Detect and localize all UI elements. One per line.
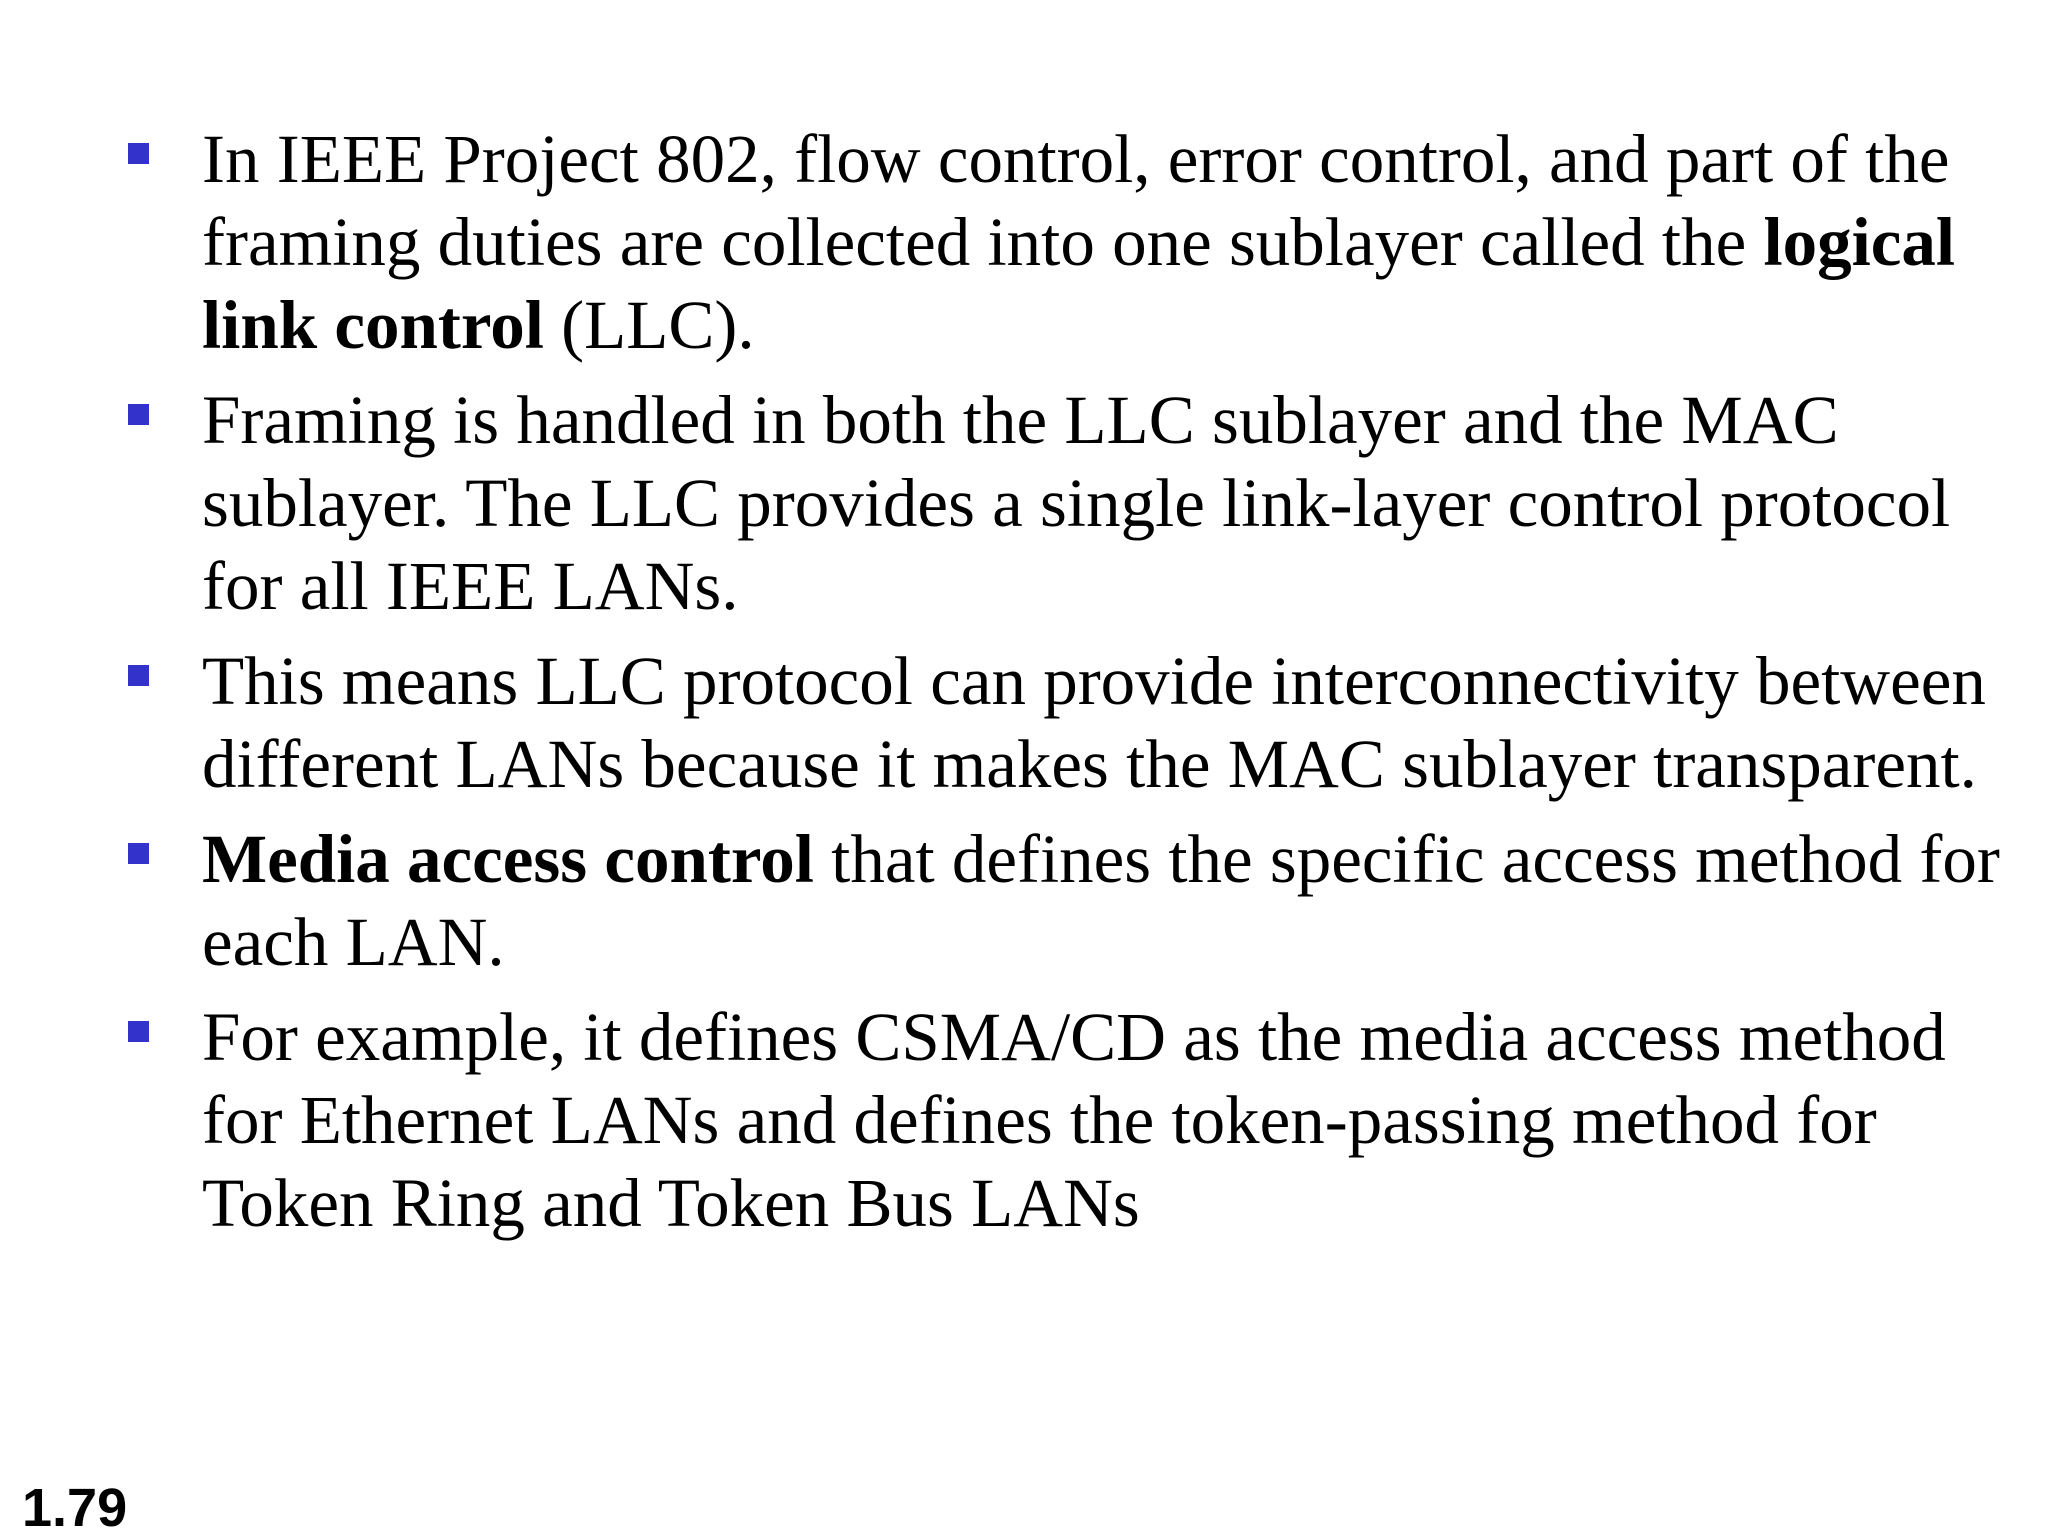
square-bullet-icon xyxy=(128,843,149,864)
bullet-text-plain: Framing is handled in both the LLC sublayer and the MAC sublayer. The LLC provides a single link-layer control protocol for all IEEE LANs. xyxy=(202,382,1951,624)
bullet-item-2 xyxy=(0,379,2048,628)
bullet-text-bold: logical link control xyxy=(202,204,1956,363)
square-bullet-icon xyxy=(128,143,149,164)
bullet-text xyxy=(202,643,1986,802)
bullet-text-plain: that defines the specific access method for each LAN. xyxy=(202,821,2000,980)
square-bullet-icon xyxy=(128,1021,149,1042)
bullet-text xyxy=(202,999,1946,1241)
bullet-item-5 xyxy=(0,996,2048,1245)
bullet-text-bold: Media access control xyxy=(202,821,814,897)
square-bullet-icon xyxy=(128,665,149,686)
bullet-text-plain: For example, it defines CSMA/CD as the media access method for Ethernet LANs and defines the token-passing method for Token Ring and Token Bus LANs xyxy=(202,999,1946,1241)
bullet-text-plain: In IEEE Project 802, flow control, error control, and part of the framing duties are collected into one sublayer called the xyxy=(202,121,1950,280)
bullet-item-3 xyxy=(0,640,2048,806)
bullet-text-plain: This means LLC protocol can provide interconnectivity between different LANs because it makes the MAC sublayer transparent. xyxy=(202,643,1986,802)
bullet-item-1 xyxy=(0,118,2048,367)
bullet-text xyxy=(202,382,1950,624)
bullet-text xyxy=(202,821,2000,980)
slide-number: 1.79 xyxy=(22,1478,128,1538)
bullet-item-4 xyxy=(0,818,2048,984)
square-bullet-icon xyxy=(128,404,149,425)
bullet-text-plain: (LLC). xyxy=(543,287,755,363)
bullet-list xyxy=(0,118,2048,1257)
bullet-text xyxy=(202,121,1955,363)
